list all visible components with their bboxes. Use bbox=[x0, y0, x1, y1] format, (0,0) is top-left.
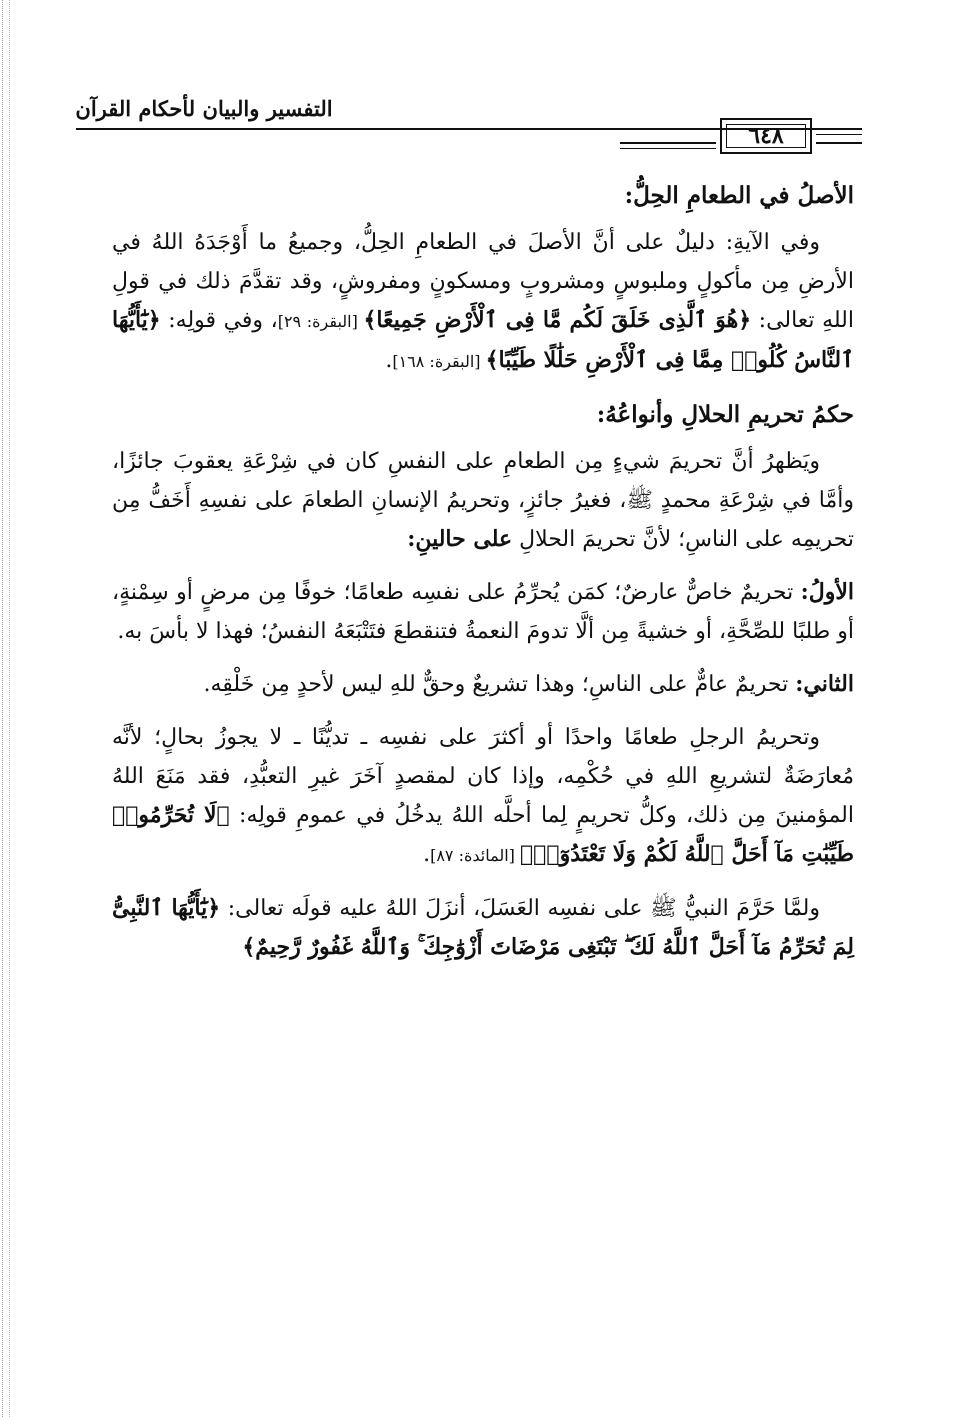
verse-reference: [البقرة: ٢٩] bbox=[277, 312, 364, 331]
section-heading-ruling: حكمُ تحريمِ الحلالِ وأنواعُهُ: bbox=[596, 401, 854, 428]
header-rule-left bbox=[620, 142, 716, 144]
paragraph-text: وفي الآيةِ: دليلٌ على أنَّ الأصلَ في الطعامِ الحِلُّ، وجميعُ ما أَوْجَدَهُ اللهُ في الأرضِ مِن مأكولٍ وملبوسٍ ومشروبٍ ومسكونٍ ومفروشٍ، وقد تقدَّمَ ذلك في قولِ اللهِ تعالى: bbox=[112, 230, 854, 333]
page-number-box bbox=[720, 118, 812, 154]
paragraph-first-type bbox=[112, 573, 854, 651]
page-edge bbox=[2, 0, 10, 1417]
quran-verse: ﴿يَٰٓأَيُّهَا ٱلنَّاسُ كُلُوا۟ مِمَّا فِى ٱلْأَرْضِ حَلَٰلًا طَيِّبًا﴾ bbox=[112, 307, 854, 373]
verse-reference: [المائدة: ٨٧] bbox=[430, 846, 520, 865]
item-text-first: تحريمٌ خاصٌّ عارضٌ؛ كمَن يُحرِّمُ على نفسِه طعامًا؛ خوفًا مِن مرضٍ أو سِمْنةٍ، أو طلبًا للصِّحَّةِ، أو خشيةً مِن ألَّا تدومَ النعمةُ فتنقطعَ فتَتْبَعَهُ النفسُ؛ فهذا لا بأسَ به. bbox=[112, 580, 854, 644]
paragraph-honey-incident bbox=[112, 889, 854, 967]
paragraph-text: . bbox=[385, 348, 393, 373]
quran-verse: ﴿لَا تُحَرِّمُوا۟ طَيِّبَٰتِ مَآ أَحَلَّ ٱللَّهُ لَكُمْ وَلَا تَعْتَدُوٓا۟﴾ bbox=[112, 802, 854, 867]
item-label-second: الثاني: bbox=[795, 671, 854, 697]
paragraph-forbidding-food bbox=[112, 718, 854, 875]
verse-reference: [البقرة: ١٦٨] bbox=[392, 352, 486, 371]
paragraph-text: ، وفي قولِه: bbox=[160, 308, 278, 333]
quran-verse: ﴿يَٰٓأَيُّهَا ٱلنَّبِىُّ لِمَ تُحَرِّمُ مَآ أَحَلَّ ٱللَّهُ لَكَ ۖ تَبْتَغِى مَرْضَاتَ أَزْوَٰجِكَ ۚ وَٱللَّهُ غَفُورٌ رَّحِيمٌ﴾ bbox=[112, 895, 854, 960]
header-rule-right bbox=[816, 142, 862, 144]
paragraph-text: ولمَّا حَرَّمَ النبيُّ ﷺ على نفسِه العَسَلَ، أنزَلَ اللهُ عليه قولَه تعالى: bbox=[220, 896, 820, 921]
paragraph-prohibition bbox=[112, 442, 854, 559]
header-rule-top-thin bbox=[816, 134, 862, 135]
item-text-second: تحريمٌ عامٌّ على الناسِ؛ وهذا تشريعٌ وحقٌّ للهِ ليس لأحدٍ مِن خَلْقِه. bbox=[203, 672, 796, 697]
page-number: ٦٤٨ bbox=[748, 123, 784, 149]
paragraph-text: ويَظهرُ أنَّ تحريمَ شيءٍ مِن الطعامِ على النفسِ كان في شِرْعَةِ يعقوبَ جائزًا، وأمَّا في شِرْعَةِ محمدٍ ﷺ، فغيرُ جائزٍ، وتحريمُ الإنسانِ الطعامَ على نفسِهِ أَخَفُّ مِن تحريمِه على الناسِ؛ لأنَّ تحريمَ الحلالِ bbox=[112, 449, 854, 552]
page-content bbox=[112, 176, 854, 981]
running-title: التفسير والبيان لأحكام القرآن bbox=[75, 96, 333, 121]
paragraph-permissibility bbox=[112, 223, 854, 381]
paragraph-second-type bbox=[112, 665, 854, 704]
paragraph-text: وتحريمُ الرجلِ طعامًا واحدًا أو أكثرَ على نفسِه ـ تديُّنًا ـ لا يجوزُ بحالٍ؛ لأنَّه مُعارَضَةٌ لتشريعِ اللهِ في حُكْمِه، وإذا كان لمقصدٍ آخَرَ غيرِ التعبُّدِ، فقد مَنَعَ اللهُ المؤمنينَ مِن ذلك، وكلُّ تحريمٍ لِما أحلَّه اللهُ يدخُلُ في عمومِ قولِه: bbox=[112, 725, 854, 828]
header-rule-left-thin bbox=[620, 148, 716, 149]
item-label-first: الأولُ: bbox=[800, 579, 854, 605]
quran-verse: ﴿هُوَ ٱلَّذِى خَلَقَ لَكُم مَّا فِى ٱلْأَرْضِ جَمِيعًا﴾ bbox=[363, 307, 752, 333]
section-heading-original-permissibility: الأصلُ في الطعامِ الحِلُّ: bbox=[624, 182, 854, 209]
paragraph-text: . bbox=[423, 842, 431, 867]
paragraph-bold-text: على حالينِ: bbox=[407, 526, 513, 552]
